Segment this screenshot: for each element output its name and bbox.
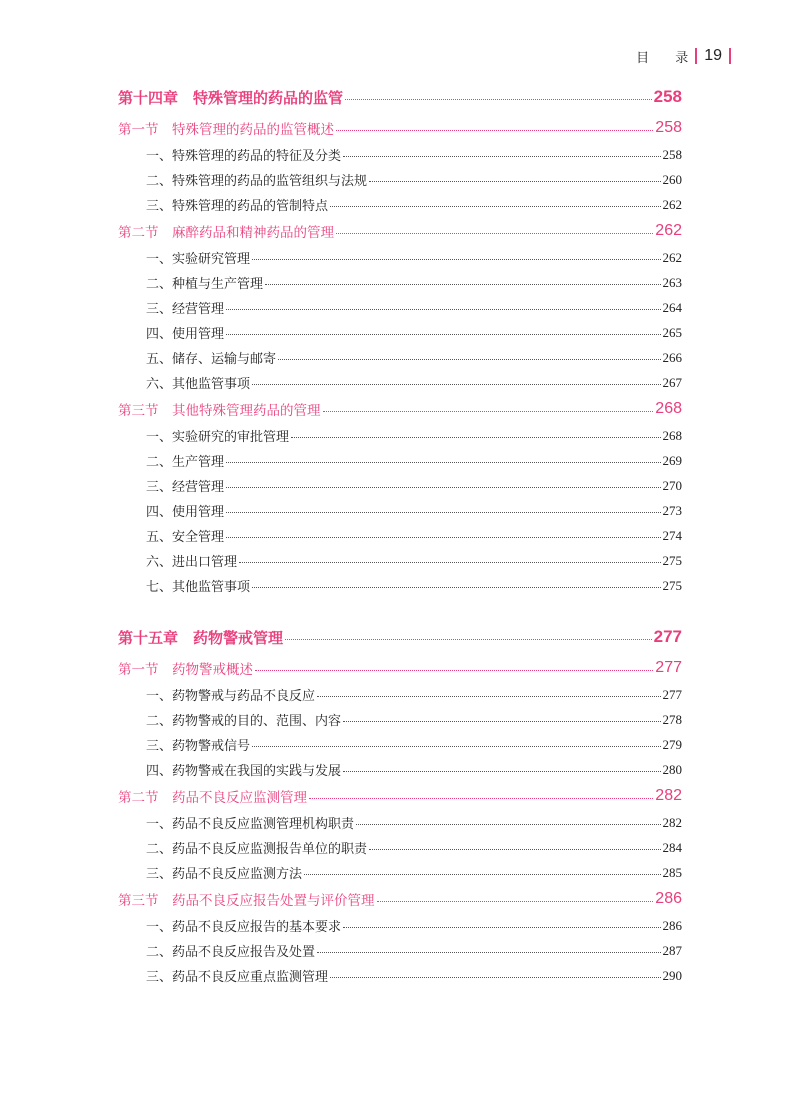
toc-item-title: 四、使用管理 [146, 505, 225, 520]
toc-item[interactable] [118, 757, 682, 782]
toc-item[interactable] [118, 295, 682, 320]
toc-item-title: 一、药品不良反应报告的基本要求 [146, 920, 342, 935]
toc-item-title: 一、实验研究管理 [146, 252, 251, 267]
dot-leader [304, 874, 660, 875]
toc-section[interactable] [118, 217, 682, 245]
toc-item-title: 二、特殊管理的药品的监管组织与法规 [146, 174, 368, 189]
toc-item-page-number: 263 [662, 274, 682, 290]
toc-item-title: 二、生产管理 [146, 455, 225, 470]
dot-leader [309, 798, 653, 799]
toc-item-title: 一、实验研究的审批管理 [146, 430, 290, 445]
dot-leader [369, 849, 660, 850]
toc-item-page-number: 265 [662, 324, 682, 340]
toc-section[interactable] [118, 885, 682, 913]
dot-leader [226, 537, 660, 538]
dot-leader [343, 156, 660, 157]
toc-item-title: 六、进出口管理 [146, 555, 238, 570]
dot-leader [377, 901, 654, 902]
dot-leader [356, 824, 660, 825]
toc-item-title: 七、其他监管事项 [146, 580, 251, 595]
toc-item[interactable] [118, 835, 682, 860]
toc-item-title: 一、药物警戒与药品不良反应 [146, 689, 316, 704]
toc-section-page-number: 268 [655, 400, 682, 417]
toc-item[interactable] [118, 548, 682, 573]
toc-item[interactable] [118, 142, 682, 167]
dot-leader [252, 259, 660, 260]
toc-item-page-number: 285 [662, 864, 682, 880]
toc-item-title: 六、其他监管事项 [146, 377, 251, 392]
toc-item[interactable] [118, 245, 682, 270]
toc-item-title: 二、种植与生产管理 [146, 277, 264, 292]
toc-item[interactable] [118, 523, 682, 548]
toc-section-title: 第一节 药物警戒概述 [118, 662, 253, 678]
dot-leader [330, 977, 660, 978]
toc-section[interactable] [118, 782, 682, 810]
toc-item[interactable] [118, 448, 682, 473]
dot-leader [278, 359, 660, 360]
toc-item-title: 三、药物警戒信号 [146, 739, 251, 754]
dot-leader [285, 639, 652, 640]
toc-item-title: 五、安全管理 [146, 530, 225, 545]
dot-leader [291, 437, 660, 438]
dot-leader [265, 284, 660, 285]
toc-item-page-number: 275 [662, 552, 682, 568]
toc-item[interactable] [118, 270, 682, 295]
dot-leader [345, 99, 652, 100]
toc-item-page-number: 267 [662, 374, 682, 390]
toc-item-title: 三、经营管理 [146, 302, 225, 317]
header-divider [695, 48, 697, 64]
toc-item-page-number: 280 [662, 761, 682, 777]
toc-section[interactable] [118, 114, 682, 142]
toc-item-page-number: 275 [662, 577, 682, 593]
toc-item[interactable] [118, 320, 682, 345]
toc-item-page-number: 284 [662, 839, 682, 855]
dot-leader [239, 562, 660, 563]
toc-chapter-title: 第十五章 药物警戒管理 [118, 628, 284, 647]
toc-item[interactable] [118, 370, 682, 395]
toc-item[interactable] [118, 810, 682, 835]
toc-item[interactable] [118, 345, 682, 370]
toc-item-page-number: 262 [662, 196, 682, 212]
toc-item-page-number: 260 [662, 171, 682, 187]
toc-section-page-number: 262 [655, 222, 682, 239]
dot-leader [336, 130, 653, 131]
toc-item[interactable] [118, 963, 682, 988]
toc-chapter-page-number: 258 [653, 87, 682, 106]
toc-section-page-number: 286 [655, 890, 682, 907]
toc-item[interactable] [118, 938, 682, 963]
dot-leader [330, 206, 660, 207]
toc-section[interactable] [118, 395, 682, 423]
dot-leader [317, 696, 660, 697]
toc-item[interactable] [118, 498, 682, 523]
toc-item-title: 二、药物警戒的目的、范围、内容 [146, 714, 342, 729]
dot-leader [336, 233, 653, 234]
toc-item-page-number: 282 [662, 814, 682, 830]
toc-item-title: 二、药品不良反应报告及处置 [146, 945, 316, 960]
toc-item-page-number: 278 [662, 711, 682, 727]
toc-item-title: 一、药品不良反应监测管理机构职责 [146, 817, 355, 832]
toc-item-page-number: 273 [662, 502, 682, 518]
toc-item[interactable] [118, 913, 682, 938]
toc-section-title: 第三节 药品不良反应报告处置与评价管理 [118, 893, 375, 909]
toc-item-title: 四、药物警戒在我国的实践与发展 [146, 764, 342, 779]
toc-item[interactable] [118, 167, 682, 192]
dot-leader [252, 587, 660, 588]
table-of-contents [118, 80, 682, 988]
chapter-spacer [118, 598, 682, 620]
toc-item-title: 二、药品不良反应监测报告单位的职责 [146, 842, 368, 857]
dot-leader [369, 181, 660, 182]
toc-item-page-number: 269 [662, 452, 682, 468]
toc-item[interactable] [118, 732, 682, 757]
toc-item-title: 五、储存、运输与邮寄 [146, 352, 277, 367]
page-header [636, 46, 738, 66]
toc-item-page-number: 279 [662, 736, 682, 752]
toc-chapter-page-number: 277 [653, 627, 682, 646]
toc-item[interactable] [118, 473, 682, 498]
toc-item[interactable] [118, 860, 682, 885]
toc-item-page-number: 290 [662, 967, 682, 983]
dot-leader [343, 771, 660, 772]
toc-chapter-title: 第十四章 特殊管理的药品的监管 [118, 88, 344, 107]
toc-section-title: 第一节 特殊管理的药品的监管概述 [118, 122, 334, 138]
dot-leader [343, 721, 660, 722]
toc-item[interactable] [118, 682, 682, 707]
toc-item-page-number: 266 [662, 349, 682, 365]
toc-item[interactable] [118, 707, 682, 732]
toc-item[interactable] [118, 192, 682, 217]
toc-chapter[interactable] [118, 620, 682, 654]
toc-item-title: 一、特殊管理的药品的特征及分类 [146, 149, 342, 164]
dot-leader [226, 334, 660, 335]
toc-section-page-number: 282 [655, 787, 682, 804]
header-page-number: 19 [704, 47, 722, 64]
toc-section-page-number: 277 [655, 659, 682, 676]
toc-section-title: 第三节 其他特殊管理药品的管理 [118, 403, 321, 419]
dot-leader [226, 309, 660, 310]
toc-section-title: 第二节 药品不良反应监测管理 [118, 790, 307, 806]
toc-item-page-number: 274 [662, 527, 682, 543]
header-title-char-2: 录 [675, 50, 689, 66]
toc-item-page-number: 258 [662, 146, 682, 162]
toc-section[interactable] [118, 654, 682, 682]
toc-item-page-number: 262 [662, 249, 682, 265]
toc-item-page-number: 277 [662, 686, 682, 702]
toc-item-page-number: 270 [662, 477, 682, 493]
toc-item-page-number: 287 [662, 942, 682, 958]
dot-leader [255, 670, 653, 671]
toc-item-title: 三、经营管理 [146, 480, 225, 495]
toc-item-title: 三、药品不良反应监测方法 [146, 867, 303, 882]
dot-leader [252, 384, 660, 385]
dot-leader [226, 487, 660, 488]
header-title-char-1: 目 [636, 50, 650, 66]
toc-item-title: 三、特殊管理的药品的管制特点 [146, 199, 329, 214]
dot-leader [226, 512, 660, 513]
toc-item-page-number: 286 [662, 917, 682, 933]
toc-item[interactable] [118, 573, 682, 598]
toc-item-title: 四、使用管理 [146, 327, 225, 342]
dot-leader [323, 411, 654, 412]
dot-leader [226, 462, 660, 463]
toc-chapter[interactable] [118, 80, 682, 114]
toc-item-page-number: 264 [662, 299, 682, 315]
toc-item-page-number: 268 [662, 427, 682, 443]
header-divider [729, 48, 731, 64]
dot-leader [317, 952, 660, 953]
dot-leader [252, 746, 660, 747]
dot-leader [343, 927, 660, 928]
toc-section-title: 第二节 麻醉药品和精神药品的管理 [118, 225, 334, 241]
toc-item[interactable] [118, 423, 682, 448]
toc-item-title: 三、药品不良反应重点监测管理 [146, 970, 329, 985]
toc-section-page-number: 258 [655, 119, 682, 136]
